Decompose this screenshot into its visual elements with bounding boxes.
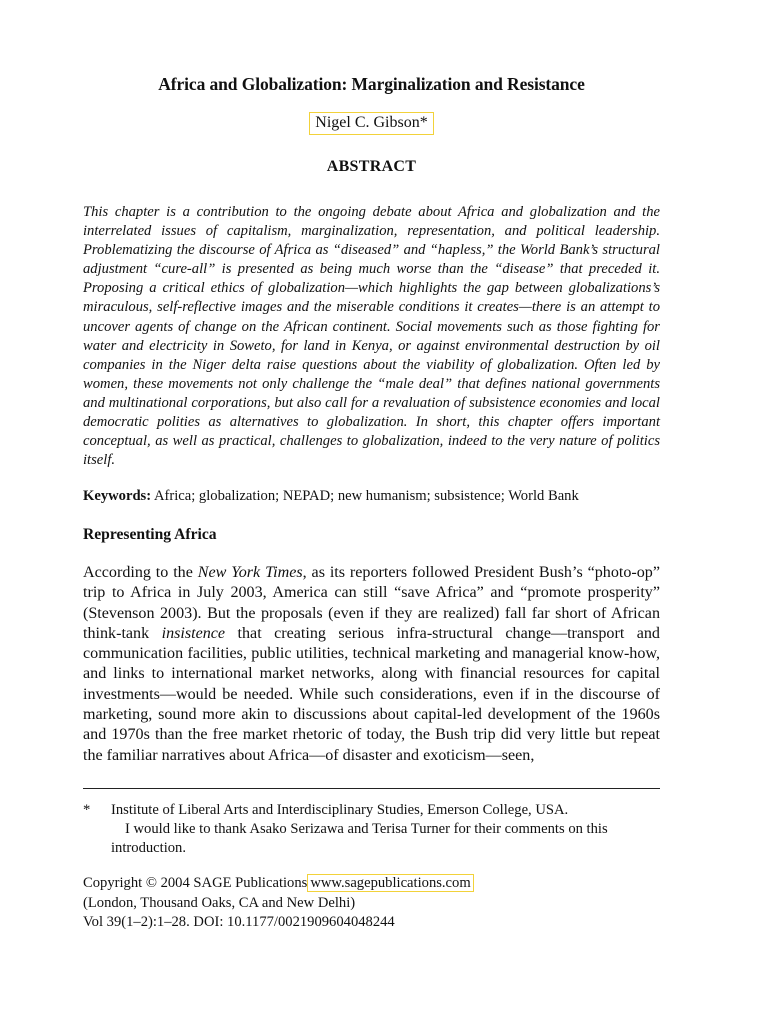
section-heading: Representing Africa <box>83 526 217 543</box>
body-insistence: insistence <box>161 624 226 642</box>
keywords-text: Africa; globalization; NEPAD; new humanism; subsistence; World Bank <box>153 488 579 504</box>
abstract-text: This chapter is a contribution to the ongoing debate about Africa and globalization and the interrelated issues of capitalism, marginalization, representation, and political leadership. Problematizing the discourse of Africa as “diseased” and “hapless,” the World Bank’s structural adjustment “cure-all” is presented as being much worse than the “disease” that preceded it. Proposing a critical ethics of globalization—which highlights the gap between globalizations’s miraculous, self-reflective images and the miserable conditions it creates—there is an attempt to uncover agents of change on the African continent. Social movements such as those fighting for water and electricity in Soweto, for land in Kenya, or against environmental destruction by oil companies in the Niger delta raise questions about the viability of globalization. Often led by women, these movements not only challenge the “male deal” that defines national governments and multinational corporations, but also call for a revaluation of subsistence economies and local democratic polities as alternatives to globalization. In short, this chapter offers important conceptual, as well as practical, challenges to globalization, indeed to the very nature of politics itself. <box>83 204 660 469</box>
paper-page <box>83 0 660 1024</box>
keywords-label: Keywords: <box>83 488 152 504</box>
body-text-2: , as its reporters followed President Bush’s “photo-op” trip to Africa in July 2003, America can still “save Africa” and “promote prosperity” (Stevenson 2003). But the proposals (even if they are realized) fall far short of African think-tank <box>83 564 660 642</box>
keywords <box>83 487 660 506</box>
body-text-3: that creating serious infra-structural change—transport and communication facilities, public utilities, technical marketing and managerial know-how, and links to international market networks, along with financial resources for capital investments—would be needed. While such considerations, even if in the discourse of marketing, sound more akin to discussions about capital-led development of the 1960s and 1970s than the free market rhetoric of today, the Bush trip did very little but repeat the familiar narratives about Africa—of disaster and exoticism—seen, <box>83 624 660 764</box>
footnote-mark: * <box>83 802 91 818</box>
body-text-1: According to the <box>83 564 198 581</box>
footnote-acknowledgement: I would like to thank Asako Serizawa and Terisa Turner for their comments on this introduction. <box>111 821 608 856</box>
copyright-text: Copyright © 2004 SAGE Publications <box>83 875 308 891</box>
abstract-heading: ABSTRACT <box>326 158 417 175</box>
publisher-url-link[interactable]: www.sagepublications.com <box>307 874 473 892</box>
paper-title: Africa and Globalization: Marginalization and Resistance <box>158 74 585 94</box>
author-name[interactable]: Nigel C. Gibson* <box>309 112 433 135</box>
copyright-line-3: Vol 39(1–2):1–28. DOI: 10.1177/0021909604048244 <box>83 914 395 930</box>
footnote <box>83 801 660 858</box>
author-line <box>83 112 660 135</box>
footnote-affiliation: Institute of Liberal Arts and Interdisciplinary Studies, Emerson College, USA. <box>111 802 569 818</box>
copyright-line-2: (London, Thousand Oaks, CA and New Delhi) <box>83 894 356 911</box>
copyright-block <box>83 874 683 933</box>
footnote-divider <box>83 788 660 789</box>
body-paragraph <box>83 563 660 766</box>
copyright-line-1 <box>83 874 683 894</box>
body-nyt: New York Times <box>197 564 303 581</box>
